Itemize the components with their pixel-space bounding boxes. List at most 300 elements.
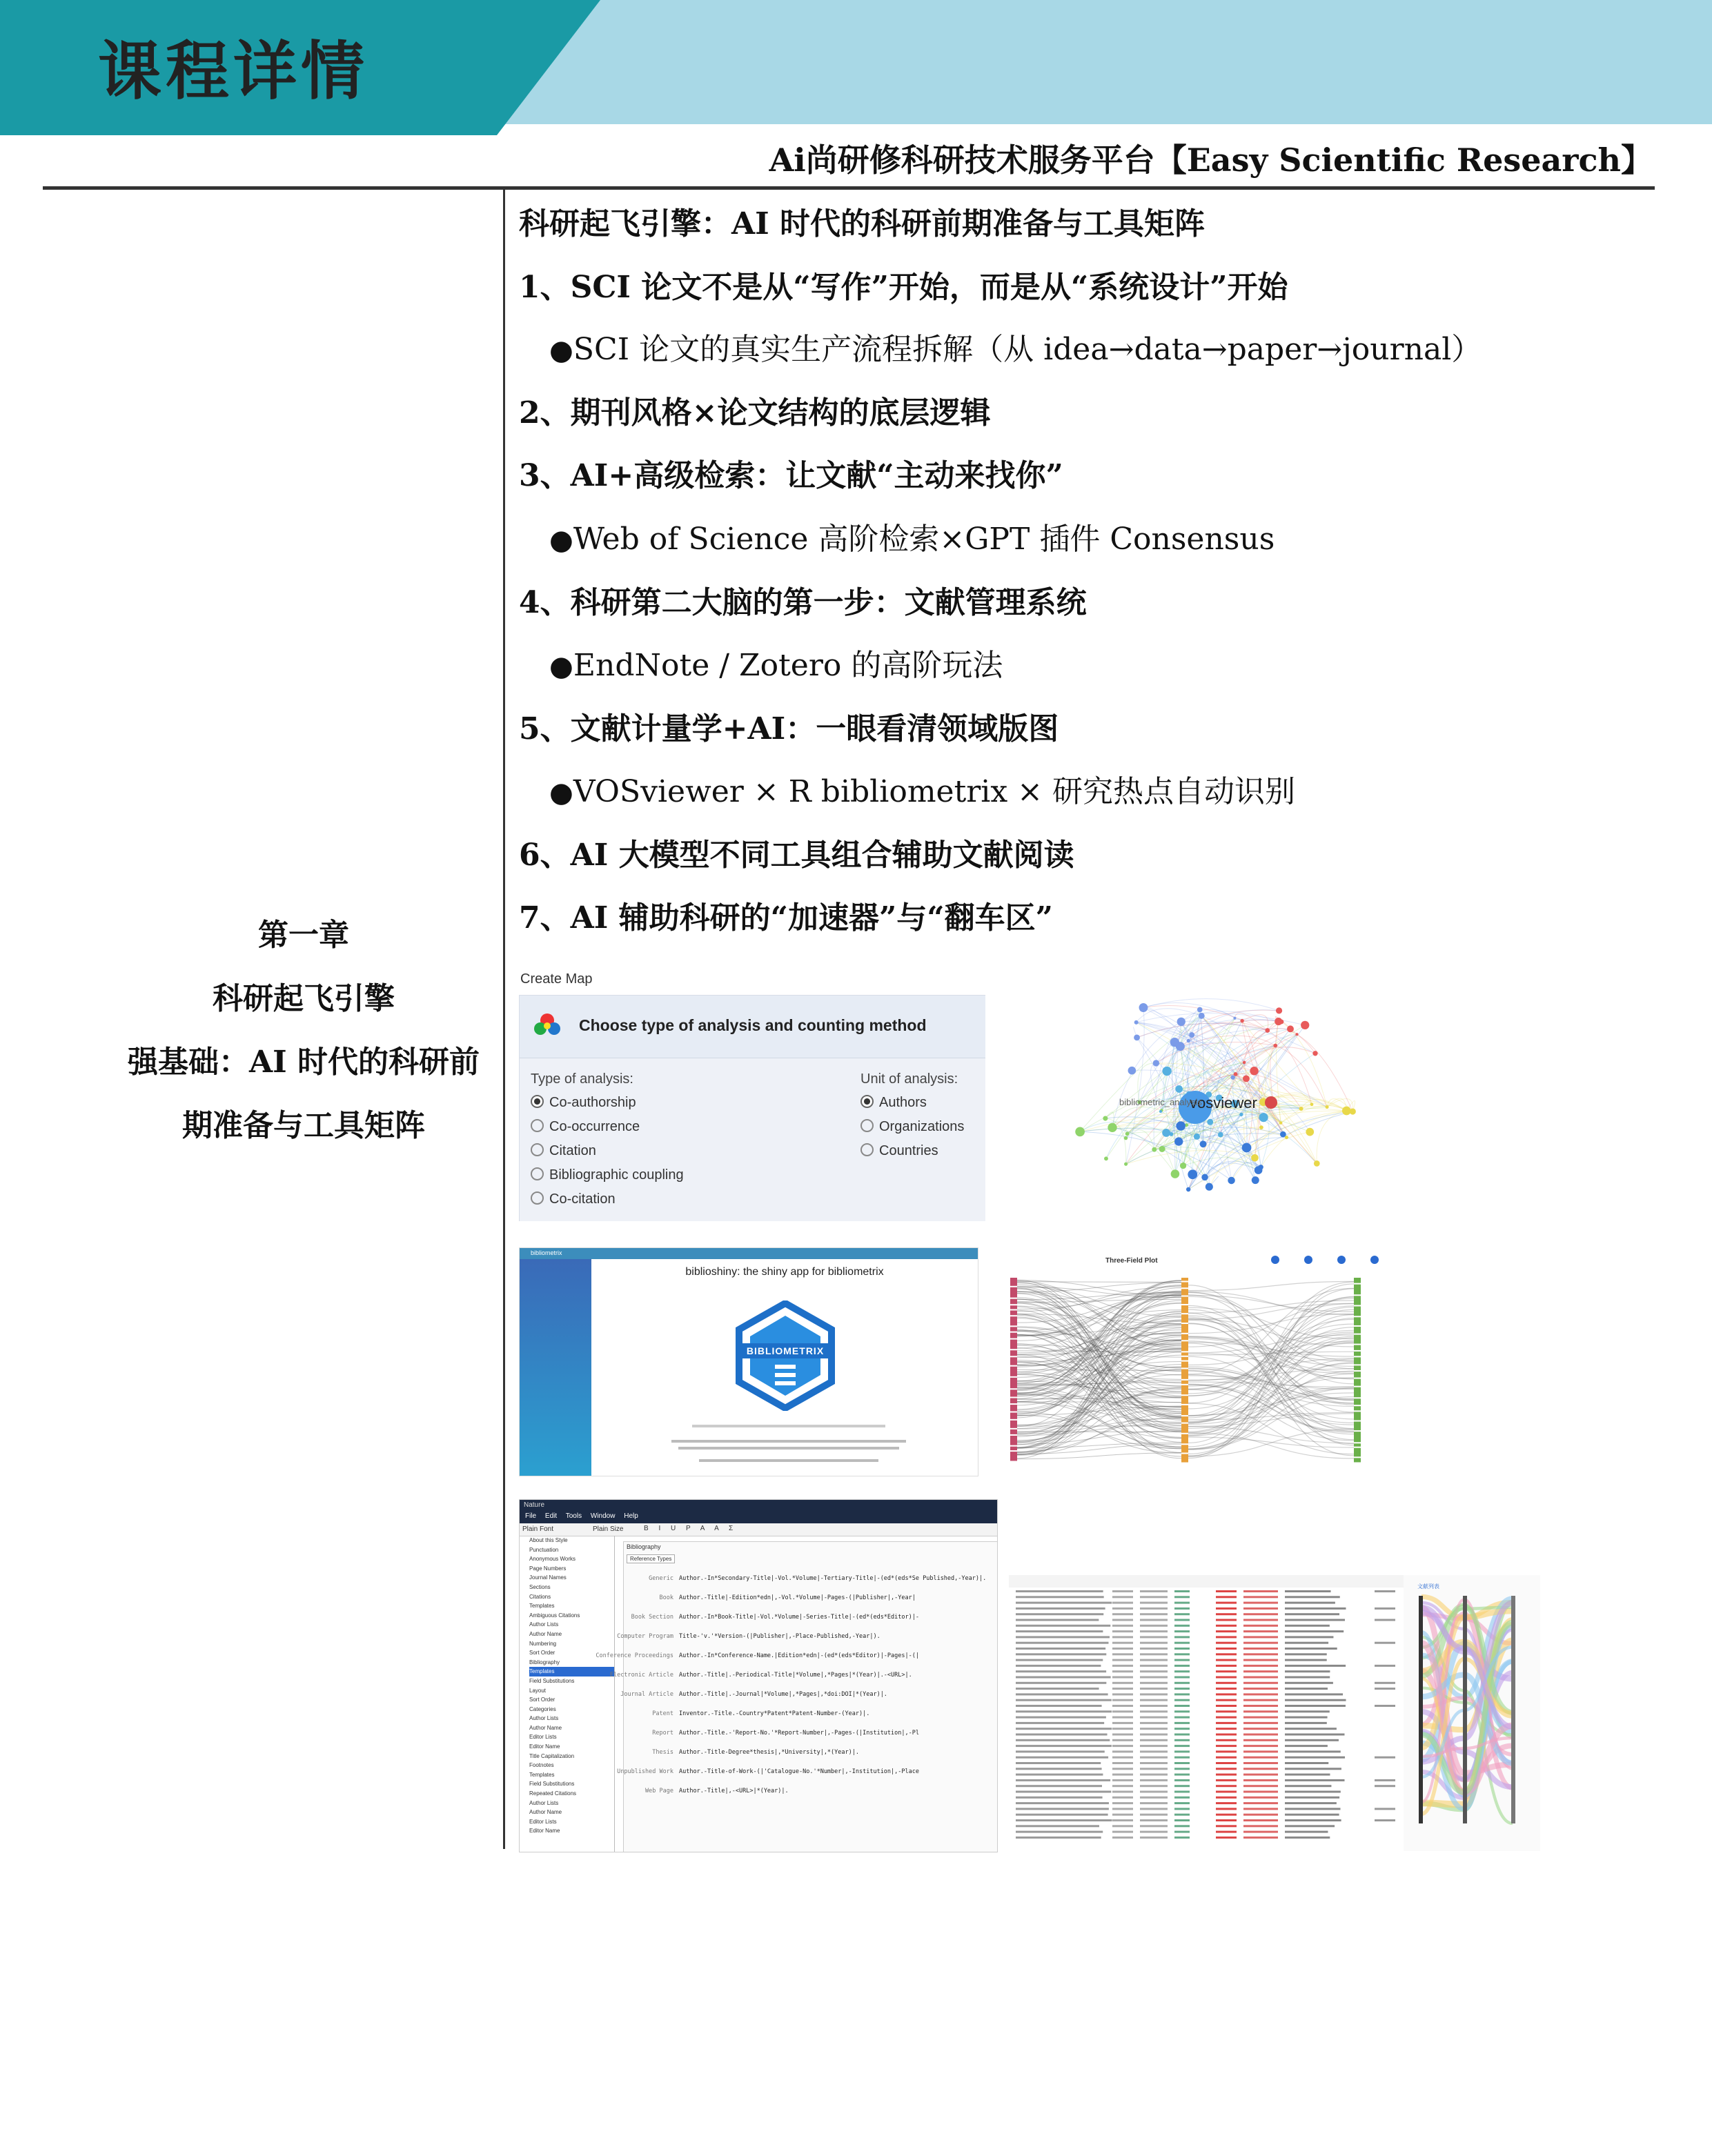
network-node <box>1233 1017 1236 1020</box>
template-row[interactable] <box>624 1749 998 1768</box>
table-cell <box>1174 1739 1190 1741</box>
sankey-node <box>1354 1365 1361 1370</box>
sankey-node <box>1010 1389 1017 1396</box>
outline-item-4: 4、科研第二大脑的第一步：文献管理系统 <box>519 585 1087 620</box>
table-cell <box>1243 1688 1278 1690</box>
table-cell <box>1112 1734 1133 1736</box>
table-cell <box>1140 1825 1168 1827</box>
table-cell <box>1285 1648 1337 1650</box>
template-row[interactable] <box>624 1575 998 1594</box>
menu-edit[interactable]: Edit <box>544 1512 558 1520</box>
radio-co-authorship[interactable]: Co-authorship <box>531 1095 684 1119</box>
table-cell <box>1174 1590 1190 1592</box>
network-node <box>1250 1067 1258 1075</box>
template-row[interactable] <box>609 1672 998 1691</box>
style-tree-item[interactable]: Anonymous Works <box>529 1556 575 1563</box>
style-tree-item[interactable]: Field Substitutions <box>529 1781 575 1788</box>
table-cell <box>1016 1774 1103 1776</box>
biblioshiny-screenshot <box>519 1247 978 1476</box>
table-cell <box>1216 1791 1237 1793</box>
table-cell <box>1140 1630 1168 1632</box>
map-icon <box>532 1011 562 1038</box>
table-cell <box>1112 1819 1133 1821</box>
sankey-node <box>1354 1327 1361 1334</box>
table-cell <box>1016 1814 1108 1816</box>
radio-co-occurrence[interactable]: Co-occurrence <box>531 1119 684 1143</box>
table-cell <box>1216 1808 1237 1810</box>
table-cell <box>1112 1665 1133 1667</box>
table-cell <box>1016 1602 1112 1604</box>
table-cell <box>1216 1608 1237 1610</box>
network-node <box>1259 1165 1263 1169</box>
format-buttons[interactable]: B I U P A A Σ <box>644 1525 738 1532</box>
table-cell <box>1285 1757 1345 1759</box>
vosviewer-network-screenshot <box>1009 966 1420 1221</box>
table-cell <box>1140 1831 1168 1833</box>
table-cell <box>1016 1802 1109 1804</box>
style-tree-item[interactable]: Footnotes <box>529 1762 554 1769</box>
network-link <box>1126 1008 1145 1165</box>
table-cell <box>1285 1625 1330 1627</box>
table-cell <box>1375 1619 1395 1621</box>
table-cell <box>1112 1837 1133 1839</box>
style-tree-item[interactable]: Author Lists <box>529 1799 559 1806</box>
template-row[interactable] <box>624 1594 998 1614</box>
table-cell <box>1216 1677 1237 1679</box>
style-tree-item[interactable]: Templates <box>529 1667 614 1677</box>
style-tree-item[interactable]: Author Name <box>529 1630 562 1637</box>
menu-file[interactable]: File <box>525 1512 537 1520</box>
network-node <box>1153 1060 1159 1066</box>
network-node <box>1188 1169 1197 1179</box>
table-cell <box>1016 1590 1103 1592</box>
table-cell <box>1174 1608 1190 1610</box>
style-tree-item[interactable]: Categories <box>529 1705 556 1712</box>
reference-types-tab[interactable]: Reference Types <box>627 1554 675 1563</box>
sankey-node <box>1010 1310 1017 1315</box>
style-tree-item[interactable]: Field Substitutions <box>529 1677 575 1684</box>
table-cell <box>1285 1619 1345 1621</box>
sankey-node <box>1010 1350 1017 1356</box>
sankey-node <box>1181 1434 1188 1443</box>
radio-countries[interactable]: Countries <box>860 1143 964 1167</box>
table-cell <box>1112 1608 1133 1610</box>
table-cell <box>1112 1802 1133 1804</box>
dialog-heading: Choose type of analysis and counting method <box>579 1016 927 1034</box>
table-cell <box>1016 1750 1105 1752</box>
table-cell <box>1140 1802 1168 1804</box>
size-select[interactable]: Plain Size <box>593 1525 624 1533</box>
table-cell <box>1216 1682 1237 1684</box>
table-cell <box>1016 1653 1106 1655</box>
network-node <box>1273 1044 1277 1048</box>
table-cell <box>1016 1819 1112 1821</box>
style-tree-item[interactable]: Editor Lists <box>529 1818 557 1825</box>
table-cell <box>1285 1717 1328 1719</box>
menu-window[interactable]: Window <box>590 1512 616 1520</box>
sankey-node <box>1181 1405 1188 1415</box>
template-text: Inventor.-Title.-Country*Patent*Patent-Number-(Year)|. <box>679 1710 870 1717</box>
table-cell <box>1243 1802 1278 1804</box>
table-cell <box>1016 1636 1110 1638</box>
endnote-style-screenshot <box>519 1499 998 1852</box>
table-cell <box>1112 1699 1133 1701</box>
table-cell <box>1016 1762 1101 1764</box>
table-cell <box>1112 1768 1133 1770</box>
table-cell <box>1140 1808 1168 1810</box>
table-cell <box>1112 1642 1133 1644</box>
table-cell <box>1243 1768 1278 1770</box>
network-node <box>1177 1018 1185 1026</box>
dialog-body <box>519 995 985 1221</box>
table-cell <box>1174 1659 1190 1661</box>
sankey-node <box>1181 1381 1188 1384</box>
table-cell <box>1016 1722 1104 1724</box>
table-cell <box>1285 1659 1327 1661</box>
bullet-icon: ● <box>549 335 573 366</box>
radio-citation[interactable]: Citation <box>531 1143 684 1167</box>
table-cell <box>1140 1837 1168 1839</box>
sankey-node <box>1181 1362 1188 1368</box>
bullet-icon: ● <box>549 651 573 682</box>
table-cell <box>1174 1625 1190 1627</box>
style-tree-item[interactable]: About this Style <box>529 1537 568 1543</box>
table-cell <box>1243 1693 1278 1695</box>
sankey-node <box>1010 1378 1017 1388</box>
table-cell <box>1112 1630 1133 1632</box>
template-row[interactable] <box>617 1768 998 1788</box>
sankey-node <box>1010 1430 1017 1434</box>
menu-tools[interactable]: Tools <box>565 1512 582 1520</box>
style-tree-item[interactable]: Templates <box>529 1771 555 1778</box>
network-node <box>1159 1110 1162 1113</box>
network-node <box>1279 1020 1284 1025</box>
table-cell <box>1243 1613 1278 1615</box>
network-node <box>1251 1154 1259 1162</box>
style-tree-item[interactable]: Layout <box>529 1687 547 1694</box>
style-tree-item[interactable]: Author Name <box>529 1724 562 1731</box>
table-cell <box>1016 1791 1111 1793</box>
table-cell <box>1243 1705 1278 1707</box>
radio-organizations[interactable]: Organizations <box>860 1119 964 1143</box>
style-tree-item[interactable]: Punctuation <box>529 1546 559 1553</box>
table-cell <box>1216 1717 1237 1719</box>
outline-item-2: 2、期刊风格×论文结构的底层逻辑 <box>519 395 991 431</box>
table-cell <box>1016 1619 1099 1621</box>
table-cell <box>1243 1739 1278 1741</box>
table-cell <box>1243 1590 1278 1592</box>
sankey-node <box>1354 1357 1361 1364</box>
table-cell <box>1375 1779 1395 1781</box>
table-cell <box>1285 1602 1335 1604</box>
three-field-plot-screenshot <box>1009 1247 1398 1468</box>
table-cell <box>1216 1648 1237 1650</box>
sankey-node <box>1354 1335 1361 1344</box>
reference-type-label: Journal Article <box>620 1691 673 1698</box>
style-tree-item[interactable]: Templates <box>529 1603 555 1610</box>
plot-control-icon <box>1370 1256 1379 1264</box>
network-node <box>1201 1174 1208 1181</box>
table-cell <box>1112 1774 1133 1776</box>
table-cell <box>1216 1750 1237 1752</box>
menu-help[interactable]: Help <box>624 1512 638 1520</box>
sankey-node <box>1181 1324 1188 1333</box>
table-cell <box>1243 1785 1278 1787</box>
sankey-node <box>1181 1416 1188 1422</box>
table-cell <box>1174 1734 1190 1736</box>
network-node <box>1287 1025 1294 1032</box>
network-link <box>1317 1111 1346 1163</box>
sankey-node <box>1010 1305 1017 1309</box>
platform-name: Ai尚研修科研技术服务平台【Easy Scientific Research】 <box>769 141 1653 179</box>
sankey-node <box>1181 1282 1188 1287</box>
network-node <box>1265 1028 1270 1033</box>
table-cell <box>1140 1768 1168 1770</box>
network-node <box>1259 1125 1263 1129</box>
network-node <box>1199 1013 1205 1019</box>
table-label: 文献列表 <box>1417 1583 1439 1590</box>
endnote-app-title: Nature <box>524 1501 545 1509</box>
biblioshiny-topbar <box>520 1248 978 1259</box>
network-node <box>1228 1177 1234 1184</box>
radio-authors[interactable]: Authors <box>860 1095 964 1119</box>
network-node <box>1176 1121 1185 1130</box>
table-cell <box>1375 1590 1395 1592</box>
template-row[interactable] <box>617 1633 998 1652</box>
table-cell <box>1174 1688 1190 1690</box>
table-cell <box>1140 1819 1168 1821</box>
template-text: Author.-Title-of-Work-(|'Catalogue-No.'*Number|,-Institution|,-Place <box>679 1768 919 1775</box>
style-tree-item[interactable]: Sort Order <box>529 1697 555 1703</box>
table-cell <box>1112 1653 1133 1655</box>
table-cell <box>1285 1699 1346 1701</box>
style-tree-item[interactable]: Author Lists <box>529 1715 559 1722</box>
table-cell <box>1140 1757 1168 1759</box>
style-tree-item[interactable]: Journal Names <box>529 1574 567 1581</box>
network-node <box>1200 1140 1207 1147</box>
table-cell <box>1174 1693 1190 1695</box>
table-cell <box>1243 1722 1278 1724</box>
table-cell <box>1140 1750 1168 1752</box>
table-cell <box>1243 1728 1278 1730</box>
network-node <box>1295 1033 1298 1036</box>
sankey-node <box>1181 1352 1188 1355</box>
style-tree-item[interactable]: Author Name <box>529 1809 562 1816</box>
template-row[interactable] <box>620 1691 998 1710</box>
table-cell <box>1016 1596 1104 1598</box>
style-tree-item[interactable]: Editor Name <box>529 1828 560 1834</box>
sankey-node <box>1010 1287 1017 1298</box>
table-cell <box>1216 1762 1237 1764</box>
sankey-link <box>1188 1323 1354 1440</box>
table-cell <box>1243 1625 1278 1627</box>
table-cell <box>1016 1745 1112 1747</box>
network-node <box>1103 1116 1108 1120</box>
table-cell <box>1016 1693 1108 1695</box>
table-cell <box>1174 1802 1190 1804</box>
table-cell <box>1216 1728 1237 1730</box>
sankey-link <box>1017 1282 1181 1283</box>
table-cell <box>1140 1797 1168 1799</box>
sankey-chart <box>1009 1247 1398 1468</box>
network-graph <box>1009 966 1420 1221</box>
table-cell <box>1140 1608 1168 1610</box>
network-node <box>1265 1096 1277 1109</box>
table-cell <box>1285 1785 1331 1787</box>
font-select[interactable]: Plain Font <box>522 1525 554 1533</box>
style-tree-item[interactable]: Bibliography <box>529 1659 560 1665</box>
sankey-node <box>1181 1278 1188 1280</box>
table-cell <box>1216 1688 1237 1690</box>
table-cell <box>1140 1602 1168 1604</box>
template-row[interactable] <box>624 1788 998 1807</box>
table-cell <box>1243 1596 1278 1598</box>
style-tree-item[interactable]: Citations <box>529 1593 551 1600</box>
table-cell <box>1174 1814 1190 1816</box>
table-cell <box>1285 1745 1328 1747</box>
network-node <box>1243 1075 1250 1082</box>
table-cell <box>1243 1825 1278 1827</box>
sankey-node <box>1354 1379 1361 1386</box>
network-node <box>1187 1039 1190 1042</box>
table-cell <box>1285 1728 1337 1730</box>
sankey-link <box>1188 1281 1354 1290</box>
table-cell <box>1140 1670 1168 1672</box>
style-tree-item[interactable]: Sort Order <box>529 1650 555 1656</box>
chapter-title: 科研起飞引擎 <box>213 981 395 1016</box>
table-cell <box>1016 1625 1110 1627</box>
table-cell <box>1243 1791 1278 1793</box>
table-cell <box>1285 1825 1335 1827</box>
table-cell <box>1016 1670 1106 1672</box>
network-node <box>1306 1128 1314 1136</box>
template-row[interactable] <box>624 1730 998 1749</box>
sankey-node <box>1010 1299 1017 1305</box>
table-cell <box>1140 1762 1168 1764</box>
table-cell <box>1112 1682 1133 1684</box>
table-cell <box>1174 1670 1190 1672</box>
template-text: Author.-In*Book-Title|-Vol.*Volume|-Series-Title|-(ed*(eds*Editor)|- <box>679 1614 919 1621</box>
table-cell <box>1216 1602 1237 1604</box>
table-cell <box>1016 1642 1108 1644</box>
network-node <box>1186 1187 1190 1191</box>
style-tree-item[interactable]: Ambiguous Citations <box>529 1612 580 1619</box>
table-cell <box>1243 1774 1278 1776</box>
table-cell <box>1174 1745 1190 1747</box>
table-cell <box>1016 1825 1099 1827</box>
radio-bibliographic-coupling[interactable]: Bibliographic coupling <box>531 1167 684 1191</box>
outline-item-7: 7、AI 辅助科研的“加速器”与“翻车区” <box>519 900 1053 936</box>
table-cell <box>1216 1745 1237 1747</box>
table-cell <box>1174 1648 1190 1650</box>
network-node <box>1152 1147 1157 1152</box>
table-cell <box>1174 1797 1190 1799</box>
table-cell <box>1112 1831 1133 1833</box>
style-tree-item[interactable]: Repeated Citations <box>529 1790 577 1797</box>
style-tree-item[interactable]: Author Lists <box>529 1621 559 1628</box>
sankey-node <box>1181 1385 1188 1394</box>
table-cell <box>1140 1728 1168 1730</box>
table-cell <box>1140 1648 1168 1650</box>
table-cell <box>1375 1757 1395 1759</box>
template-row[interactable] <box>596 1652 998 1672</box>
table-cell <box>1174 1602 1190 1604</box>
reference-type-label: Report <box>652 1730 673 1737</box>
sankey-node <box>1181 1396 1188 1404</box>
style-tree-item[interactable]: Editor Lists <box>529 1734 557 1741</box>
table-cell <box>1112 1613 1133 1615</box>
sankey-node <box>1181 1341 1188 1351</box>
table-cell <box>1216 1613 1237 1615</box>
table-cell <box>1112 1677 1133 1679</box>
table-cell <box>1112 1596 1133 1598</box>
table-cell <box>1216 1837 1237 1839</box>
table-cell <box>1285 1837 1330 1839</box>
sankey-node <box>1181 1454 1188 1462</box>
table-cell <box>1016 1768 1102 1770</box>
table-cell <box>1375 1819 1395 1821</box>
table-cell <box>1243 1837 1278 1839</box>
template-text: Author.-Title|.-Periodical-Title|*Volume|,*Pages|*(Year)|.-<URL>|. <box>679 1672 912 1679</box>
template-text: Author.-Title.-'Report-No.'*Report-Number|,-Pages-(|Institution|,-Pl <box>679 1730 919 1737</box>
table-cell <box>1285 1590 1331 1592</box>
sankey-node <box>1354 1458 1361 1462</box>
style-tree-item[interactable]: Numbering <box>529 1640 557 1647</box>
template-rows <box>596 1575 998 1807</box>
table-cell <box>1112 1785 1133 1787</box>
table-cell <box>1243 1779 1278 1781</box>
table-cell <box>1016 1688 1099 1690</box>
outline-item-6: 6、AI 大模型不同工具组合辅助文献阅读 <box>519 838 1074 873</box>
table-cell <box>1112 1693 1133 1695</box>
table-cell <box>1216 1819 1237 1821</box>
table-cell <box>1140 1665 1168 1667</box>
template-row[interactable] <box>624 1710 998 1730</box>
table-cell <box>1285 1768 1341 1770</box>
table-cell <box>1174 1705 1190 1707</box>
radio-co-citation[interactable]: Co-citation <box>531 1191 684 1216</box>
style-tree-item[interactable]: Sections <box>529 1583 551 1590</box>
unit-label: Unit of analysis: <box>860 1071 958 1087</box>
table-cell <box>1216 1642 1237 1644</box>
network-link <box>1143 1003 1242 1021</box>
table-cell <box>1112 1717 1133 1719</box>
table-cell <box>1016 1728 1112 1730</box>
outline-item-5: 5、文献计量学+AI：一眼看清领域版图 <box>519 711 1059 746</box>
table-cell <box>1174 1757 1190 1759</box>
network-node <box>1189 1032 1194 1038</box>
table-cell <box>1140 1710 1168 1712</box>
table-cell <box>1016 1837 1101 1839</box>
table-cell <box>1285 1642 1328 1644</box>
table-cell <box>1140 1677 1168 1679</box>
table-cell <box>1174 1837 1190 1839</box>
table-cell <box>1112 1779 1133 1781</box>
style-tree-item[interactable]: Editor Name <box>529 1743 560 1750</box>
network-node <box>1124 1136 1128 1140</box>
table-cell <box>1174 1653 1190 1655</box>
table-cell <box>1140 1739 1168 1741</box>
network-node <box>1169 1132 1173 1136</box>
table-cell <box>1112 1808 1133 1810</box>
template-row[interactable] <box>624 1614 998 1633</box>
network-node <box>1197 1007 1203 1013</box>
banner-light-band <box>455 0 1712 124</box>
style-tree-item[interactable]: Page Numbers <box>529 1565 567 1572</box>
style-tree-item[interactable]: Title Capitalization <box>529 1752 575 1759</box>
table-cell <box>1016 1797 1103 1799</box>
sankey-node <box>1181 1357 1188 1361</box>
